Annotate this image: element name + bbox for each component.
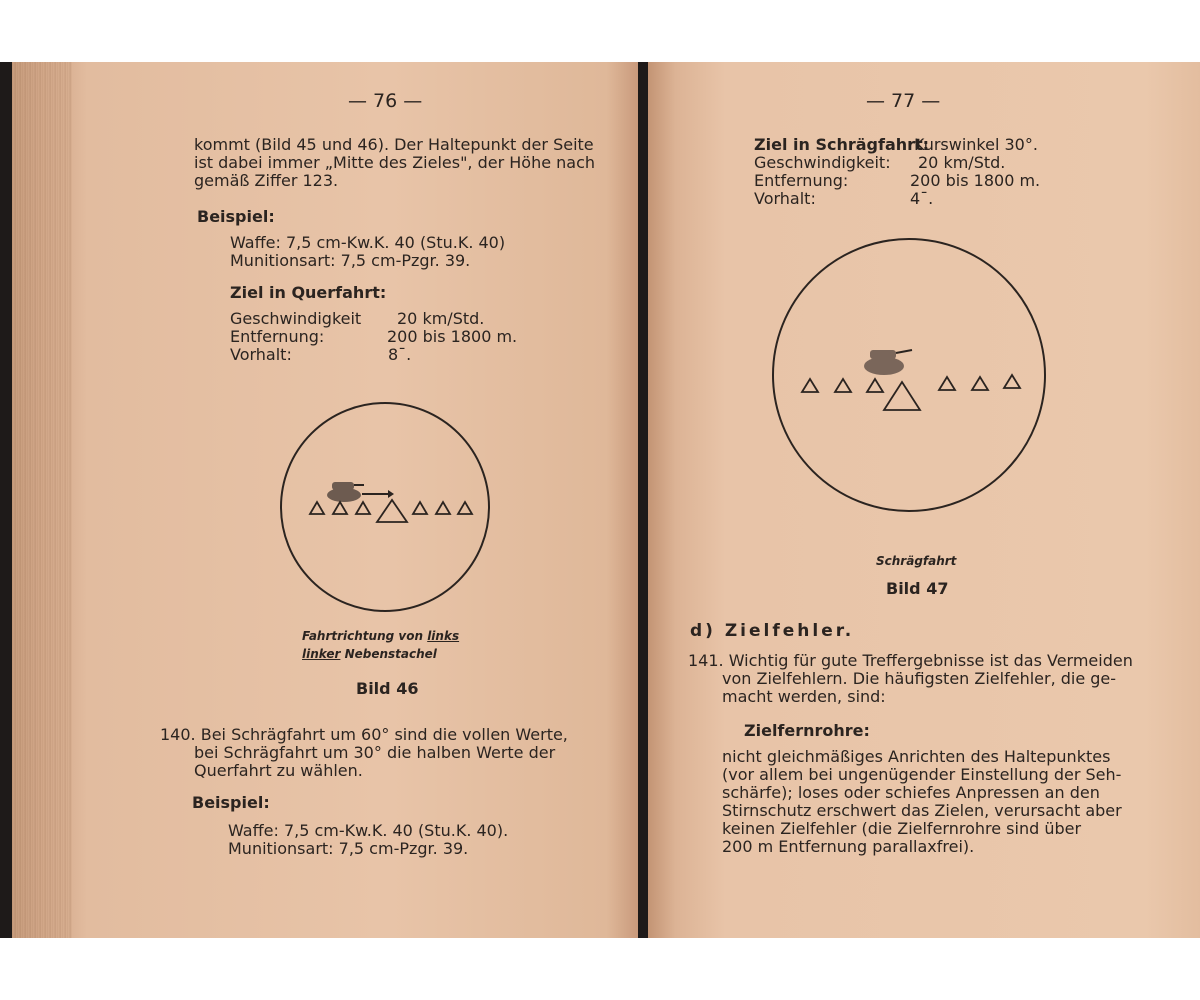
beispiel-heading: Beispiel: — [192, 793, 270, 812]
text-line: Querfahrt zu wählen. — [194, 761, 363, 780]
caption-text: Fahrtrichtung von — [302, 629, 428, 643]
text-line: 140. Bei Schrägfahrt um 60° sind die vollen Werte, — [160, 725, 568, 744]
waffe-line: Waffe: 7,5 cm-Kw.K. 40 (Stu.K. 40) — [230, 233, 506, 252]
row-value: 200 bis 1800 m. — [387, 327, 518, 346]
row-label: Entfernung: — [754, 171, 849, 190]
waffe-line: Waffe: 7,5 cm-Kw.K. 40 (Stu.K. 40). — [228, 821, 509, 840]
text-line: nicht gleichmäßiges Anrichten des Haltepunktes — [722, 747, 1111, 766]
figure-caption-line1 — [302, 627, 459, 645]
ziel-label: Ziel in Schrägfahrt: — [754, 135, 930, 154]
row-value: 8¯. — [388, 345, 412, 364]
row-value: 200 bis 1800 m. — [910, 171, 1041, 190]
page-number: — 77 — — [866, 90, 941, 112]
text-line: ist dabei immer „Mitte des Zieles", der Höhe nach — [194, 153, 596, 172]
row-label: Vorhalt: — [230, 345, 292, 364]
aiming-marks — [310, 500, 472, 522]
beispiel-heading: Beispiel: — [197, 207, 275, 226]
direction-arrow-icon — [362, 490, 394, 498]
munition-line: Munitionsart: 7,5 cm-Pzgr. 39. — [230, 251, 471, 270]
munition-line: Munitionsart: 7,5 cm-Pzgr. 39. — [228, 839, 469, 858]
row-value: 4¯. — [910, 189, 934, 208]
zielfernrohre-heading: Zielfernrohre: — [744, 721, 870, 740]
right-page — [648, 62, 1200, 938]
ziel-heading: Ziel in Querfahrt: — [230, 283, 387, 302]
text-line: von Zielfehlern. Die häufigsten Zielfehler, die ge- — [722, 669, 1117, 688]
tank-icon — [864, 350, 912, 375]
text-line: bei Schrägfahrt um 30° die halben Werte der — [194, 743, 556, 762]
text-line: macht werden, sind: — [722, 687, 886, 706]
row-label: Geschwindigkeit — [230, 309, 362, 328]
figure-label: Bild 47 — [886, 579, 949, 598]
figure-label: Bild 46 — [356, 679, 419, 698]
open-book — [0, 62, 1200, 938]
text-line: schärfe); loses oder schiefes Anpressen an den — [722, 783, 1100, 802]
caption-text: links — [427, 629, 460, 643]
reticle-drawing — [772, 238, 1046, 512]
text-line: keinen Zielfehler (die Zielfernrohre sind über — [722, 819, 1082, 838]
row-value: 20 km/Std. — [918, 153, 1006, 172]
text-line: 200 m Entfernung parallaxfrei). — [722, 837, 975, 856]
row-value: 20 km/Std. — [397, 309, 485, 328]
section-heading: d) Zielfehler. — [690, 621, 855, 641]
figure-caption: Schrägfahrt — [876, 554, 957, 568]
text-line: kommt (Bild 45 und 46). Der Haltepunkt der Seite — [194, 135, 594, 154]
page-edges — [12, 62, 72, 938]
caption-text: Nebenstachel — [340, 647, 437, 661]
row-label: Entfernung: — [230, 327, 325, 346]
row-label: Geschwindigkeit: — [754, 153, 891, 172]
text-line: (vor allem bei ungenügender Einstellung der Seh- — [722, 765, 1122, 784]
left-page — [12, 62, 638, 938]
aiming-marks — [802, 375, 1020, 410]
page-number: — 76 — — [348, 90, 423, 112]
caption-text: linker — [302, 647, 341, 661]
text-line: gemäß Ziffer 123. — [194, 171, 339, 190]
figure-caption-line2 — [302, 645, 437, 663]
reticle-drawing — [280, 402, 490, 612]
text-line: 141. Wichtig für gute Treffergebnisse ist das Vermeiden — [688, 651, 1133, 670]
tank-icon — [327, 482, 364, 502]
text-line: Stirnschutz erschwert das Zielen, verursacht aber — [722, 801, 1122, 820]
ziel-value: Kurswinkel 30°. — [914, 135, 1038, 154]
row-label: Vorhalt: — [754, 189, 816, 208]
